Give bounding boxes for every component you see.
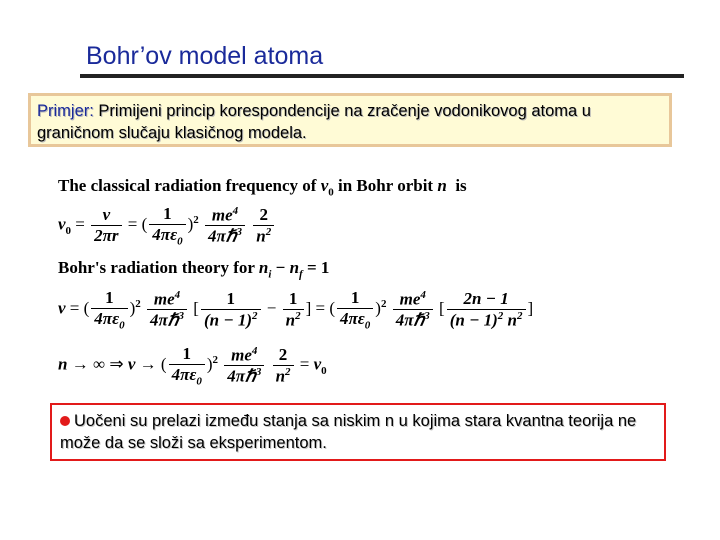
equation-line-4: ν = ( $\frac{1}{4\pi\varepsilon_0}$ )$^2$ $\frac{me^4}{4\pi\hbar^3}$ [ $\frac{1}{(n - 1)^2}$ − $\frac{1}{n^2}$ ] = ( $\frac{1}{4\pi\varepsilon_0}$ )$^2$ $\frac{me^4}{4\pi\hbar^3}$ [ $\frac{2n - 1}{(n - 1)^2 n^2}$ ] bbox=[58, 288, 534, 332]
equation-line-1: The classical radiation frequency of $\nu_0$ in Bohr orbit n is bbox=[58, 176, 467, 199]
equation-line-5: n → ∞ ⇒ ν → ( $\frac{1}{4\pi\varepsilon_0}$ )$^2$ $\frac{me^4}{4\pi\hbar^3}$ $\frac{2}{n^2}$ = $\nu_0$ bbox=[58, 344, 327, 388]
title-underline bbox=[80, 74, 684, 78]
example-box bbox=[28, 93, 672, 147]
example-label: Primjer: bbox=[37, 102, 94, 120]
equation-line-3: Bohr's radiation theory for $n_i - n_f = 1$ bbox=[58, 258, 330, 281]
example-text: Primijeni princip korespondencije na zračenje vodonikovog atoma u graničnom slučaju klasičnog modela. bbox=[37, 102, 591, 142]
note-box bbox=[50, 403, 666, 461]
bullet-icon bbox=[60, 416, 70, 426]
equation-line-2: $\nu_0$ = $\frac{v}{2\pi r}$ = ( $\frac{1}{4\pi\varepsilon_0}$ )$^2$ $\frac{me^4}{4\pi\hbar^3}$ $\frac{2}{n^2}$ bbox=[58, 204, 276, 247]
note-text: Uočeni su prelazi između stanja sa niskim n u kojima stara kvantna teorija ne može da se složi sa eksperimentom. bbox=[60, 412, 637, 452]
slide-title: Bohr’ov model atoma bbox=[86, 42, 324, 70]
